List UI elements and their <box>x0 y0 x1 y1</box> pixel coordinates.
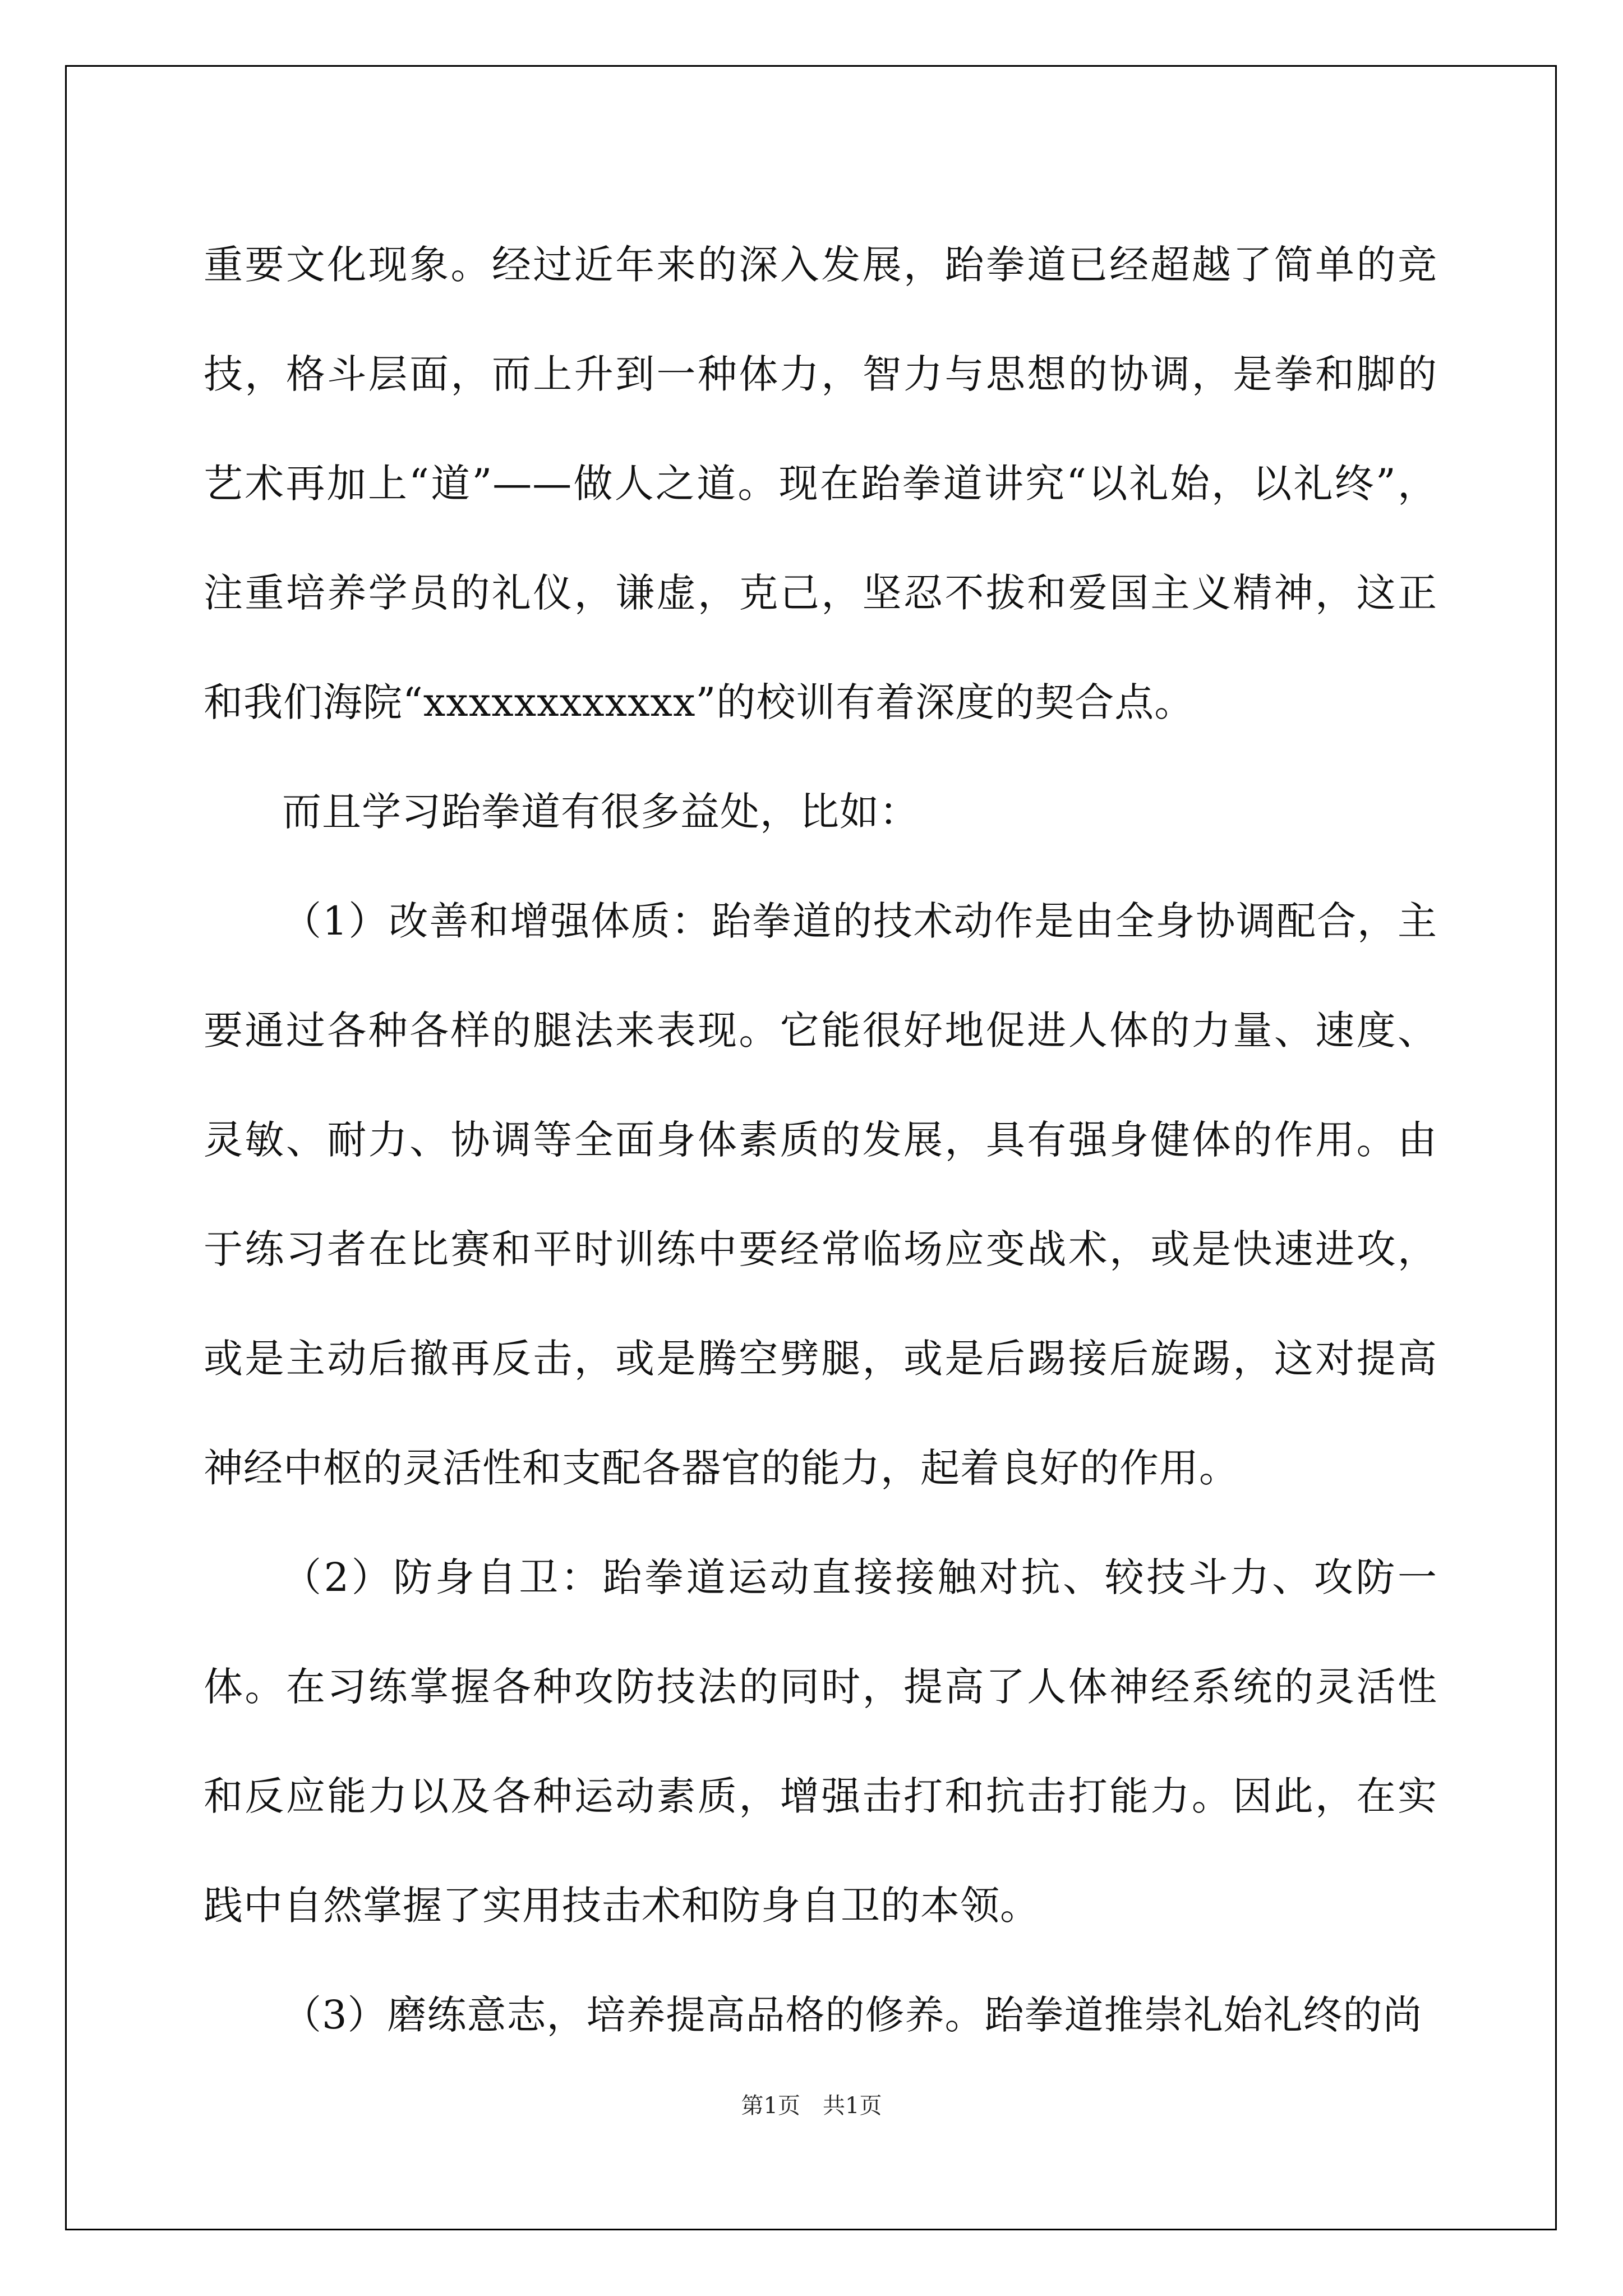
paragraph-5: （3）磨练意志，培养提高品格的修养。跆拳道推崇礼始礼终的尚 <box>282 1992 1423 2038</box>
page-number: 第1页 <box>741 2093 800 2119</box>
paragraph-1: 重要文化现象。经过近年来的深入发展，跆拳道已经超越了简单的竞技，格斗层面，而上升到一种体力，智力与思想的协调，是拳和脚的艺术再加上“道”——做人之道。现在跆拳道讲究“以礼始，以礼终”，注重培养学员的礼仪，谦虚，克己，坚忍不拔和爱国主义精神，这正和我们海院“xxxxxxxxxxxx”的校训有着深度的契合点。 <box>204 242 1437 725</box>
page-footer <box>0 2088 1623 2120</box>
paragraph-2: 而且学习跆拳道有很多益处，比如： <box>282 789 919 835</box>
paragraph-3: （1）改善和增强体质：跆拳道的技术动作是由全身协调配合，主要通过各种各样的腿法来表现。它能很好地促进人体的力量、速度、灵敏、耐力、协调等全面身体素质的发展，具有强身健体的作用。由于练习者在比赛和平时训练中要经常临场应变战术，或是快速进攻，或是主动后撤再反击，或是腾空劈腿，或是后踢接后旋踢，这对提高神经中枢的灵活性和支配各器官的能力，起着良好的作用。 <box>204 898 1437 1491</box>
document-body <box>204 210 1437 2070</box>
page-total: 共1页 <box>823 2093 882 2119</box>
paragraph-4: （2）防身自卫：跆拳道运动直接接触对抗、较技斗力、攻防一体。在习练掌握各种攻防技法的同时，提高了人体神经系统的灵活性和反应能力以及各种运动素质，增强击打和抗击打能力。因此，在实践中自然掌握了实用技击术和防身自卫的本领。 <box>204 1554 1437 1929</box>
